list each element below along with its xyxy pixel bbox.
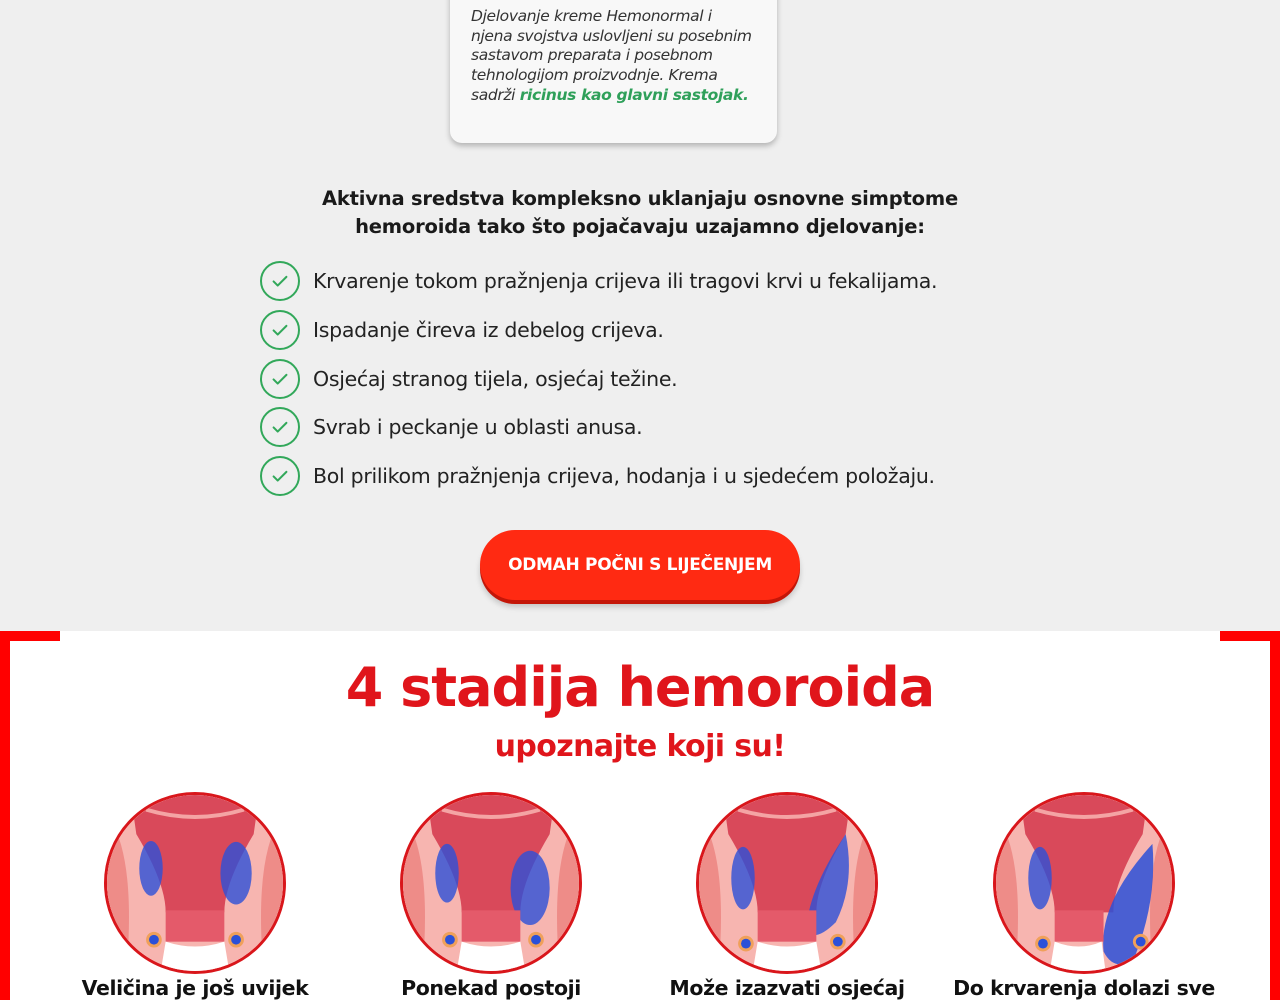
- symptom-text: Svrab i peckanje u oblasti anusa.: [313, 415, 643, 440]
- stage-card-3: [639, 792, 935, 1000]
- stage-2-illustration: [400, 792, 582, 974]
- info-card: [450, 0, 777, 143]
- symptom-item: [260, 354, 937, 403]
- stages-title: 4 stadija hemoroida: [345, 656, 935, 719]
- frame-left-horizontal: [0, 631, 60, 641]
- symptoms-heading: [0, 185, 1280, 241]
- stage-4-caption: Do krvarenja dolazi sve: [953, 976, 1215, 1000]
- stage-3-caption: Može izazvati osjećaj: [669, 976, 905, 1000]
- check-circle-icon: [260, 407, 300, 447]
- stage-card-4: [936, 792, 1232, 1000]
- stage-card-2: [343, 792, 639, 1000]
- stage-2-caption: Ponekad postoji: [401, 976, 581, 1000]
- stage-1-illustration: [104, 792, 286, 974]
- symptom-text: Bol prilikom pražnjenja crijeva, hodanja i u sjedećem položaju.: [313, 464, 935, 489]
- symptoms-heading-line2: hemoroida tako što pojačavaju uzajamno djelovanje:: [355, 215, 925, 238]
- check-circle-icon: [260, 261, 300, 301]
- check-circle-icon: [260, 359, 300, 399]
- check-circle-icon: [260, 456, 300, 496]
- symptom-item: [260, 306, 937, 355]
- symptom-text: Ispadanje čireva iz debelog crijeva.: [313, 318, 664, 343]
- start-treatment-button[interactable]: ODMAH POČNI S LIJEČENJEM: [480, 530, 800, 600]
- symptom-text: Krvarenje tokom pražnjenja crijeva ili tragovi krvi u fekalijama.: [313, 269, 938, 294]
- symptom-item: [260, 403, 937, 452]
- info-card-text: [471, 7, 757, 106]
- stage-4-illustration: [993, 792, 1175, 974]
- symptom-item: [260, 452, 937, 501]
- stage-card-1: [47, 792, 343, 1000]
- frame-right-horizontal: [1220, 631, 1280, 641]
- symptoms-heading-line1: Aktivna sredstva kompleksno uklanjaju osnovne simptome: [322, 187, 958, 210]
- stage-3-illustration: [696, 792, 878, 974]
- symptom-text: Osjećaj stranog tijela, osjećaj težine.: [313, 366, 678, 391]
- stage-1-caption: Veličina je još uvijek: [81, 976, 309, 1000]
- symptom-list: [260, 257, 937, 500]
- info-card-body: Djelovanje kreme Hemonormal i njena svojstva uslovljeni su posebnim sastavom preparata i posebnom tehnologijom proizvodnje. Krema sadrži: [471, 7, 752, 104]
- stages-subtitle: upoznajte koji su!: [494, 729, 786, 764]
- info-card-highlight: ricinus kao glavni sastojak.: [519, 85, 749, 104]
- symptom-item: [260, 257, 937, 306]
- check-circle-icon: [260, 310, 300, 350]
